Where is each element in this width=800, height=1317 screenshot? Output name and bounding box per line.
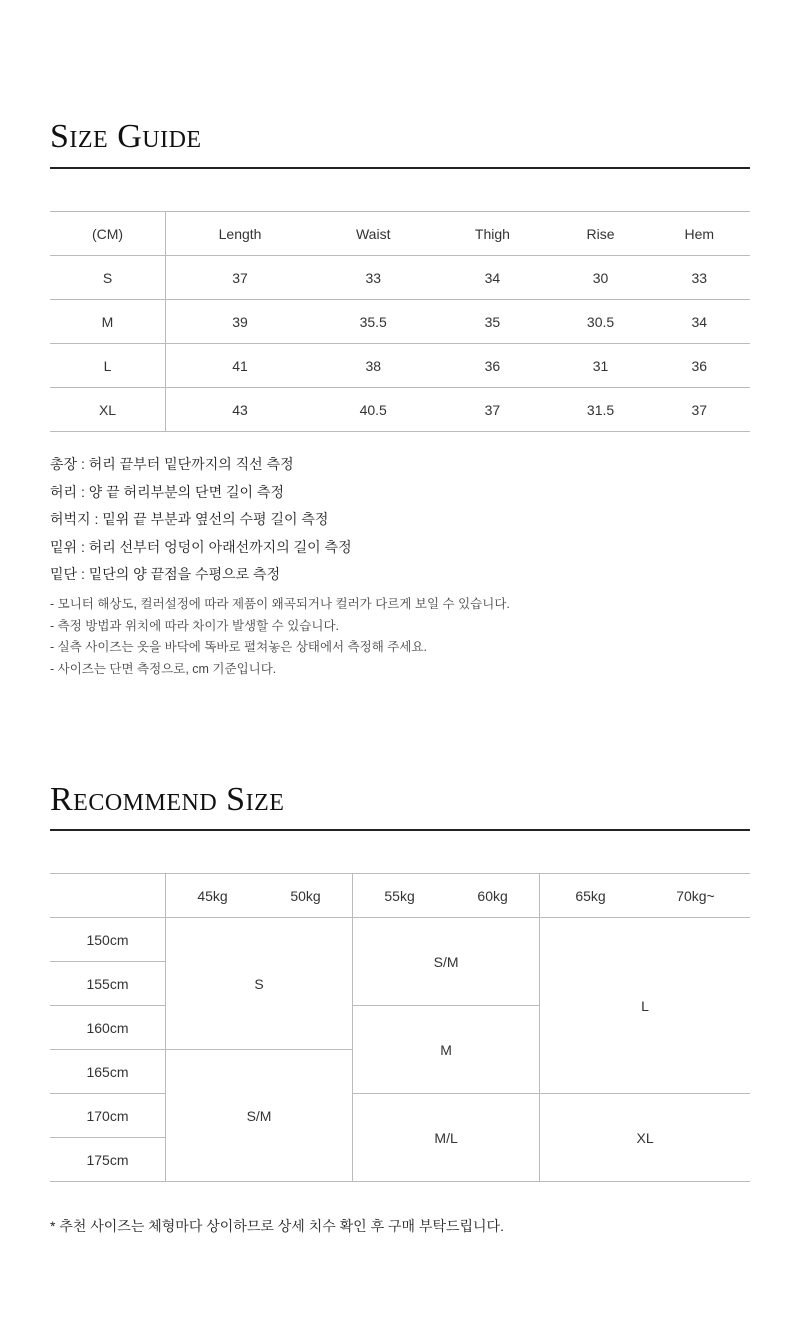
row-size-label: S bbox=[50, 256, 166, 300]
row-size-label: L bbox=[50, 344, 166, 388]
cell-hem: 34 bbox=[649, 300, 750, 344]
size-guide-table bbox=[50, 211, 750, 432]
size-guide-title: Size Guide bbox=[50, 118, 202, 155]
cell-thigh: 36 bbox=[432, 344, 552, 388]
row-size-label: M bbox=[50, 300, 166, 344]
rec-cell: L bbox=[540, 918, 750, 1094]
header-waist: Waist bbox=[314, 212, 432, 256]
measure-note-hem: 밑단 : 밑단의 양 끝점을 수평으로 측정 bbox=[50, 566, 281, 582]
table-row bbox=[50, 300, 750, 344]
cell-waist: 38 bbox=[314, 344, 432, 388]
measure-note-thigh: 허벅지 : 밑위 끝 부분과 옆선의 수평 길이 측정 bbox=[50, 511, 329, 527]
height-label: 155cm bbox=[50, 962, 166, 1006]
rec-cell: XL bbox=[540, 1094, 750, 1182]
cell-thigh: 37 bbox=[432, 388, 552, 432]
cell-hem: 33 bbox=[649, 256, 750, 300]
height-label: 165cm bbox=[50, 1050, 166, 1094]
size-table-header-row bbox=[50, 212, 750, 256]
measure-note-rise: 밑위 : 허리 선부터 엉덩이 아래선까지의 길이 측정 bbox=[50, 538, 352, 555]
header-rise: Rise bbox=[553, 212, 649, 256]
cell-hem: 37 bbox=[649, 388, 750, 432]
disclaimer-item: - 실측 사이즈는 옷을 바닥에 똑바로 펼쳐놓은 상태에서 측정해 주세요. bbox=[50, 640, 427, 654]
height-label: 160cm bbox=[50, 1006, 166, 1050]
cell-waist: 35.5 bbox=[314, 300, 432, 344]
cell-thigh: 34 bbox=[432, 256, 552, 300]
cell-thigh: 35 bbox=[432, 300, 552, 344]
recommend-footnote: * 추천 사이즈는 체형마다 상이하므로 상세 치수 확인 후 구매 부탁드립니다. bbox=[50, 1218, 504, 1234]
table-row bbox=[50, 256, 750, 300]
recommend-size-title: Recommend Size bbox=[50, 781, 285, 818]
weight-label: 45kg bbox=[197, 887, 228, 904]
size-guide-rule bbox=[50, 167, 750, 169]
recommend-size-table bbox=[50, 873, 750, 1182]
header-thigh: Thigh bbox=[432, 212, 552, 256]
table-row bbox=[50, 344, 750, 388]
rec-cell: S bbox=[166, 918, 353, 1050]
weight-label: 50kg bbox=[290, 887, 321, 904]
cell-waist: 40.5 bbox=[314, 388, 432, 432]
rec-cell: S/M bbox=[353, 918, 540, 1006]
header-unit: (CM) bbox=[50, 212, 166, 256]
rec-cell: M bbox=[353, 1006, 540, 1094]
cell-rise: 31 bbox=[553, 344, 649, 388]
height-row bbox=[50, 918, 750, 962]
weight-label: 70kg~ bbox=[676, 887, 715, 904]
height-label: 150cm bbox=[50, 918, 166, 962]
weight-label: 60kg bbox=[477, 887, 508, 904]
weight-group-2 bbox=[353, 874, 540, 918]
weight-label: 55kg bbox=[384, 887, 415, 904]
height-label: 170cm bbox=[50, 1094, 166, 1138]
disclaimer-list bbox=[50, 594, 510, 680]
cell-length: 37 bbox=[166, 256, 315, 300]
cell-length: 43 bbox=[166, 388, 315, 432]
header-length: Length bbox=[166, 212, 315, 256]
cell-rise: 30.5 bbox=[553, 300, 649, 344]
height-row bbox=[50, 1094, 750, 1138]
row-size-label: XL bbox=[50, 388, 166, 432]
measure-note-waist: 허리 : 양 끝 허리부분의 단면 길이 측정 bbox=[50, 483, 284, 500]
weight-label: 65kg bbox=[575, 887, 606, 904]
disclaimer-item: - 사이즈는 단면 측정으로, cm 기준입니다. bbox=[50, 661, 277, 676]
measurement-notes bbox=[50, 451, 352, 589]
disclaimer-item: - 모니터 해상도, 컬러설정에 따라 제품이 왜곡되거나 컬러가 다르게 보일 수 있습니다. bbox=[50, 597, 510, 611]
cell-rise: 31.5 bbox=[553, 388, 649, 432]
disclaimer-item: - 측정 방법과 위치에 따라 차이가 발생할 수 있습니다. bbox=[50, 618, 339, 633]
corner-cell bbox=[50, 874, 166, 918]
cell-hem: 36 bbox=[649, 344, 750, 388]
cell-rise: 30 bbox=[553, 256, 649, 300]
rec-cell: S/M bbox=[166, 1050, 353, 1182]
header-hem: Hem bbox=[649, 212, 750, 256]
table-row bbox=[50, 388, 750, 432]
recommend-size-rule bbox=[50, 829, 750, 831]
measure-note-length: 총장 : 허리 끝부터 밑단까지의 직선 측정 bbox=[50, 456, 294, 472]
height-label: 175cm bbox=[50, 1138, 166, 1182]
cell-length: 41 bbox=[166, 344, 315, 388]
weight-header-row bbox=[50, 874, 750, 918]
rec-cell: M/L bbox=[353, 1094, 540, 1182]
weight-group-3 bbox=[540, 874, 750, 918]
weight-group-1 bbox=[166, 874, 353, 918]
cell-length: 39 bbox=[166, 300, 315, 344]
cell-waist: 33 bbox=[314, 256, 432, 300]
